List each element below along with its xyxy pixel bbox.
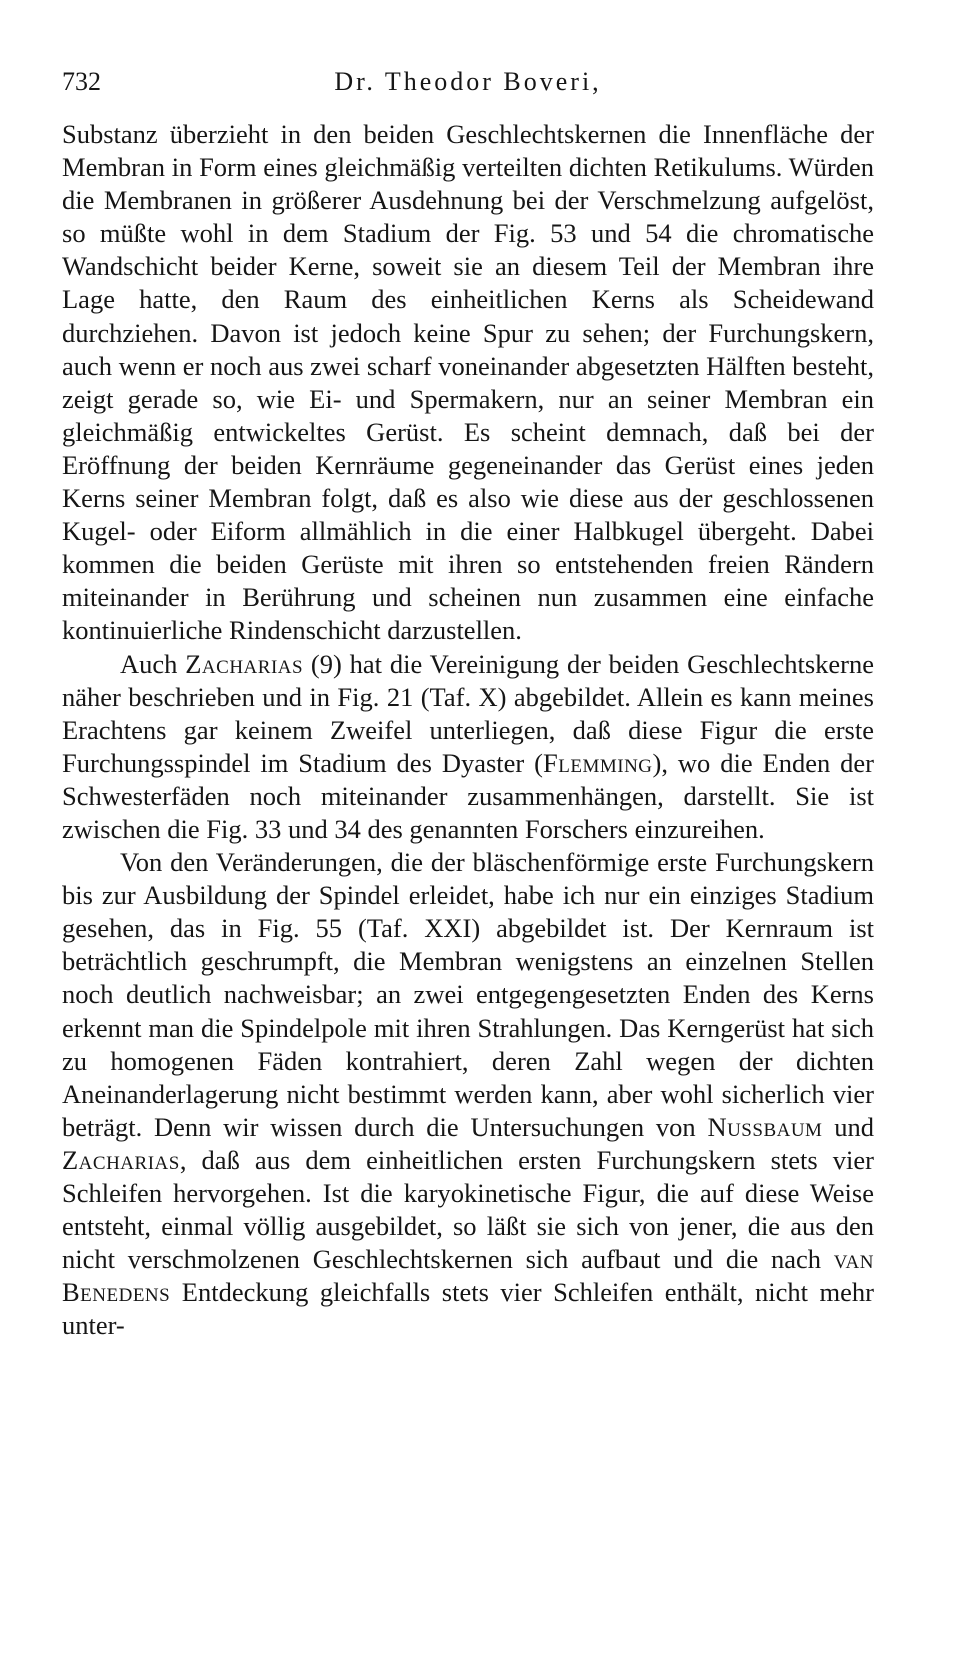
body-text [62,118,874,1342]
author-name: Nussbaum [707,1111,823,1142]
text-run: Von den Veränderungen, die der bläschenförmige erste Furchungskern bis zur Ausbildung der Spindel erleidet, habe ich nur ein einziges Stadium gesehen, das in Fig. 55 (Taf. XXI) abgebildet ist. Der Kernraum ist beträchtlich geschrumpft, die Membran wenigstens an einzelnen Stellen noch deutlich nachweisbar; an zwei entgegengesetzten Enden des Kerns erkennt man die Spindelpole mit ihren Strahlungen. Das Kerngerüst hat sich zu homogenen Fäden kontrahiert, deren Zahl wegen der dichten Aneinanderlagerung nicht bestimmt werden kann, aber wohl sicherlich vier beträgt. Denn wir wissen durch die Untersuchungen von [62,847,874,1142]
author-name: Zacharias [62,1144,180,1175]
text-run: (9) hat die Vereinigung der beiden Geschlechtskerne näher beschrieben und in Fig. 21 (Taf. X) abgebildet. Allein es kann meines Erachtens gar keinem Zweifel unterliegen, daß diese Figur die erste Furchungsspindel im Stadium des Dyaster ( [62,648,874,778]
paragraph [62,648,874,847]
paragraph [62,118,874,648]
text-run: , daß aus dem einheitlichen ersten Furchungskern stets vier Schleifen hervorgehen. Ist die karyokinetische Figur, die auf diese Weise entsteht, einmal völlig ausgebildet, so läßt sie sich von jener, die aus den nicht verschmolzenen Geschlechtskernen sich aufbaut und die nach [62,1144,874,1275]
author-name: Zacharias [185,648,304,679]
text-run: ), wo die Enden der Schwesterfäden noch miteinander zusammenhängen, darstellt. Sie ist zwischen die Fig. 33 und 34 des genannten Forschers einzureihen. [62,747,875,844]
page-header [62,62,874,102]
text-run: Entdeckung gleichfalls stets vier Schleifen enthält, nicht mehr unter- [62,1277,874,1341]
text-run: und [822,1111,874,1142]
text-run: Substanz überzieht in den beiden Geschlechtskernen die Innenfläche der Membran in Form eines gleichmäßig verteilten dichten Retikulums. Würden die Membranen in größerer Ausdehnung bei der Verschmelzung aufgelöst, so müßte wohl in dem Stadium der Fig. 53 und 54 die chromatische Wandschicht beider Kerne, soweit sie an diesem Teil der Membran ihre Lage hatte, den Raum des einheitlichen Kerns als Scheidewand durchziehen. Davon ist jedoch keine Spur zu sehen; der Furchungskern, auch wenn er noch aus zwei scharf voneinander abgesetzten Hälften besteht, zeigt gerade so, wie Ei- und Spermakern, nur an seiner Membran ein gleichmäßig entwickeltes Gerüst. Es scheint demnach, daß bei der Eröffnung der beiden Kernräume gegeneinander das Gerüst eines jeden Kerns seiner Membran folgt, daß es also wie diese aus der geschlossenen Kugel- oder Eiform allmählich in die einer Halbkugel übergeht. Dabei kommen die beiden Gerüste mit ihren so entstehenden freien Rändern miteinander in Berührung und scheinen nun zusammen eine einfache kontinuierliche Rindenschicht darzustellen. [62,119,874,646]
author-name: Flemming [543,747,653,778]
running-head: Dr. Theodor Boveri, [334,67,602,96]
page-number: 732 [62,67,101,96]
paragraph [62,846,874,1342]
text-run: Auch [120,648,186,679]
author-name: van Benedens [62,1244,874,1308]
